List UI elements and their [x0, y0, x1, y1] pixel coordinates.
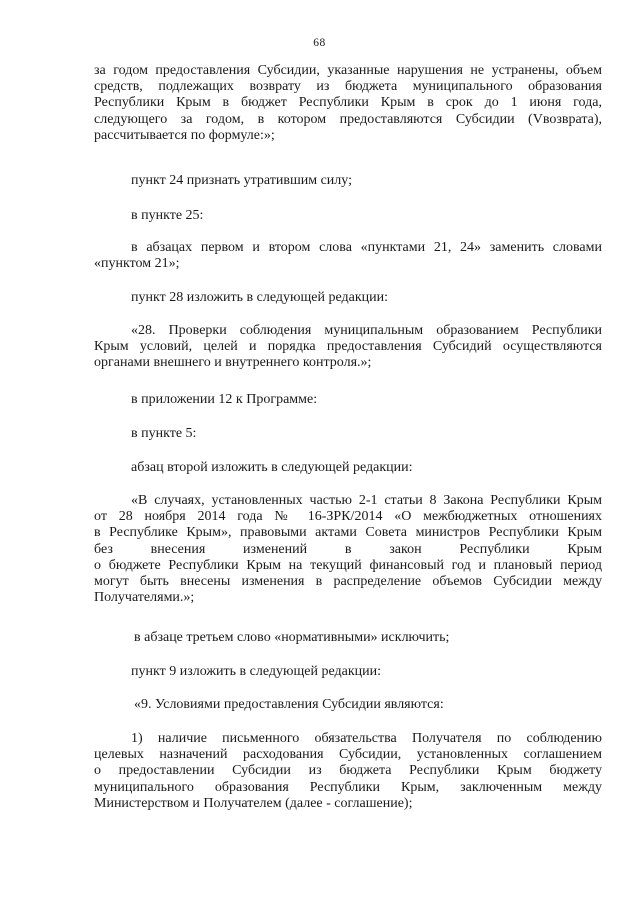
word: без [94, 541, 113, 557]
paragraph-quote-cases [94, 493, 602, 606]
text-line: за годом предоставления Субсидии, указанные нарушения не устранены, объем [94, 63, 602, 78]
text-line: «пунктом 21»; [94, 256, 180, 272]
text-line: о предоставлении Субсидии из бюджета Республики Крым бюджету [94, 763, 602, 779]
text-line: Министерством и Получателем (далее - соглашение); [94, 795, 413, 811]
word: Крым [567, 541, 602, 557]
word: в [344, 541, 352, 557]
paragraph-formula-intro [94, 63, 602, 144]
text-line: Крым условий, целей и порядка предоставления Субсидий осуществляются [94, 339, 602, 355]
text-line: «28. Проверки соблюдения муниципальным образованием Республики [131, 323, 602, 338]
text-line: Республики Крым в бюджет Республики Крым в срок до 1 июня года, [94, 95, 602, 111]
paragraph-replace-words [94, 240, 602, 272]
text-line: следующего за годом, в котором предоставляются Субсидии (Vвозврата), [94, 111, 602, 127]
word: изменений [243, 541, 308, 557]
paragraph-item-24: пункт 24 признать утратившим силу; [131, 173, 352, 188]
text-line: органами внешнего и внутреннего контроля.»; [94, 355, 372, 371]
text-line: в абзацах первом и втором слова «пунктами 21, 24» заменить словами [131, 240, 602, 255]
paragraph-second-abzac: абзац второй изложить в следующей редакции: [131, 460, 413, 475]
text-line-spaced [94, 542, 602, 558]
text-line: о бюджете Республики Крым на текущий финансовый год и плановый период [94, 557, 602, 573]
paragraph-conditions-heading: «9. Условиями предоставления Субсидии являются: [134, 697, 444, 712]
paragraph-third-abzac: в абзаце третьем слово «нормативными» исключить; [134, 630, 450, 645]
paragraph-quote-28 [94, 323, 602, 372]
paragraph-appendix-12: в приложении 12 к Программе: [131, 392, 318, 407]
text-line: средств, подлежащих возврату из бюджета муниципального образования [94, 79, 602, 95]
text-line: Получателями.»; [94, 590, 195, 606]
text-line: 1) наличие письменного обязательства Получателя по соблюдению [131, 731, 602, 746]
word: внесения [150, 541, 206, 557]
word: закон [389, 541, 422, 557]
paragraph-item-28: пункт 28 изложить в следующей редакции: [131, 290, 388, 305]
page-number: 68 [313, 37, 326, 49]
word: Республики [459, 541, 530, 557]
text-line: от 28 ноября 2014 года № 16-ЗРК/2014 «О межбюджетных отношениях [94, 509, 602, 525]
text-line: рассчитывается по формуле:»; [94, 127, 275, 143]
text-line: муниципального образования Республики Крым, заключенным между [94, 779, 602, 795]
text-line: «В случаях, установленных частью 2-1 статьи 8 Закона Республики Крым [131, 493, 602, 508]
text-line: могут быть внесены изменения в распределение объемов Субсидии между [94, 574, 602, 590]
text-line: целевых назначений расходования Субсидии, установленных соглашением [94, 747, 602, 763]
paragraph-item-9: пункт 9 изложить в следующей редакции: [131, 664, 381, 679]
paragraph-condition-1 [94, 731, 602, 812]
paragraph-item-5: в пункте 5: [131, 426, 197, 441]
text-line: в Республике Крым», правовыми актами Совета министров Республики Крым [94, 525, 602, 541]
paragraph-item-25: в пункте 25: [131, 208, 204, 223]
